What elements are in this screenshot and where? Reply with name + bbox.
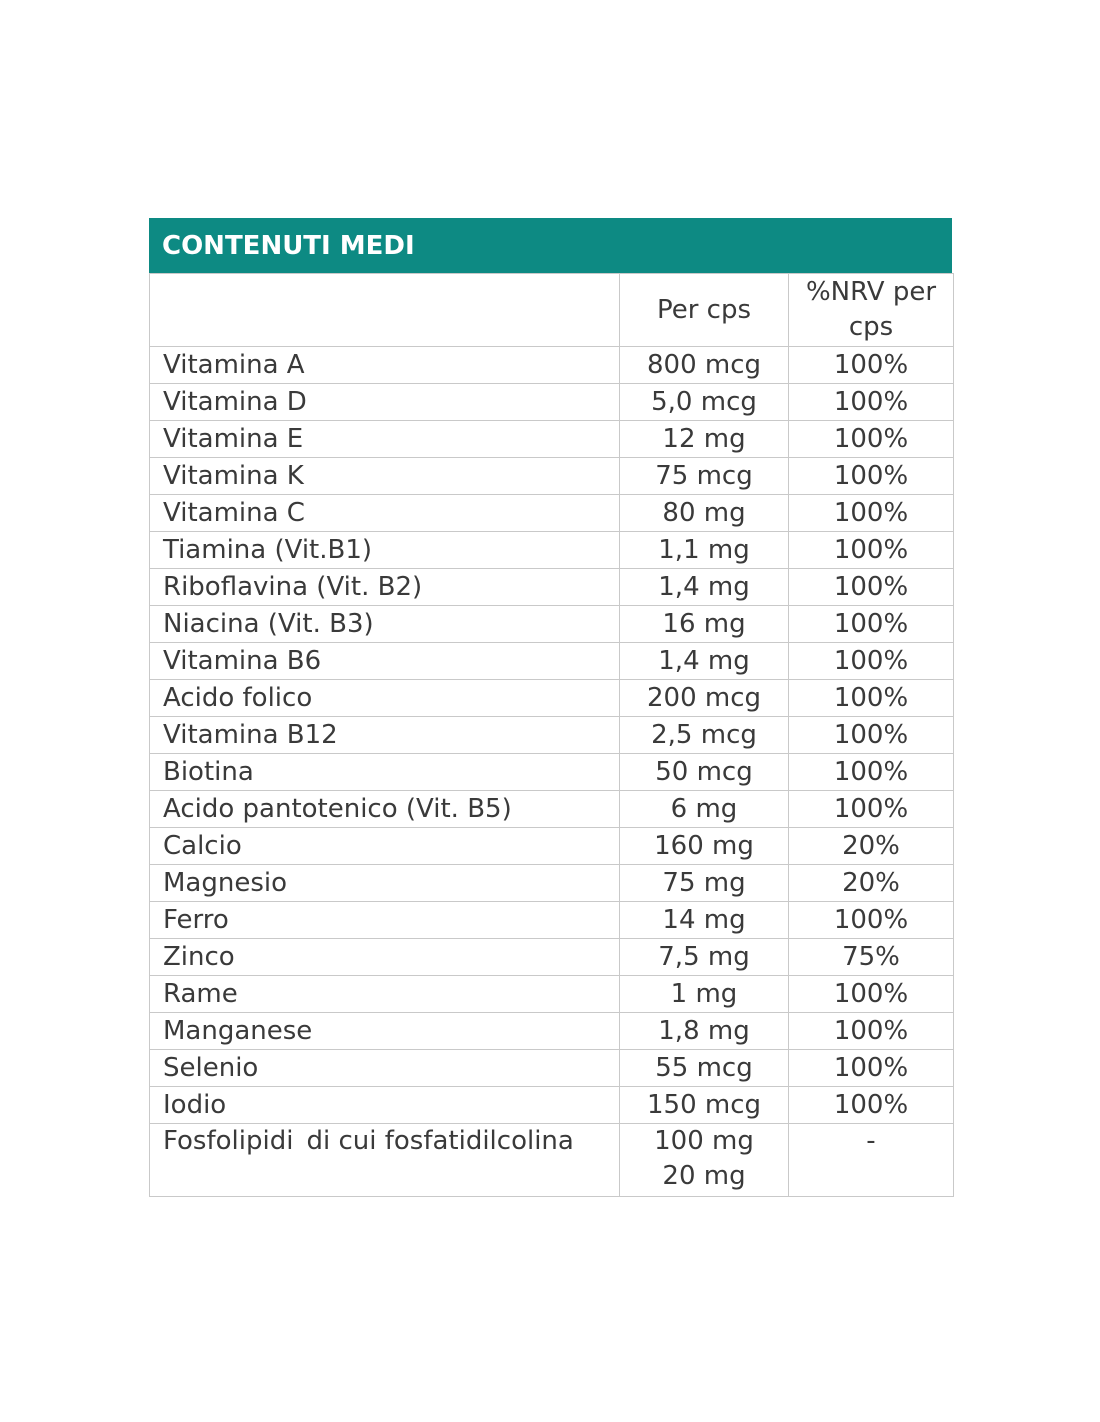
- nutrient-name-cell: [150, 939, 620, 976]
- table-row: [150, 865, 954, 902]
- nrv-value: 100%: [789, 458, 954, 495]
- per-cps-value: 55 mcg: [620, 1050, 789, 1087]
- per-cps-value: 1,4 mg: [620, 643, 789, 680]
- per-cps-value: 150 mcg: [620, 1087, 789, 1124]
- nrv-value: 100%: [789, 569, 954, 606]
- nutrient-name-cell: [150, 1050, 620, 1087]
- table-row: [150, 495, 954, 532]
- per-cps-value: 160 mg: [620, 828, 789, 865]
- per-cps-value-line2: 20 mg: [662, 1161, 746, 1191]
- nutrient-name-cell: [150, 791, 620, 828]
- nutrient-name: Riboflavina (Vit. B2): [163, 572, 423, 602]
- nutrient-name: Vitamina C: [163, 498, 305, 528]
- nutrient-name: Vitamina B12: [163, 720, 338, 750]
- column-header-nrv-line1: %NRV per: [805, 277, 937, 307]
- nrv-value: 75%: [789, 939, 954, 976]
- nrv-value: 100%: [789, 902, 954, 939]
- nutrient-name-cell: [150, 1013, 620, 1050]
- table-row: [150, 902, 954, 939]
- nrv-value: 20%: [789, 865, 954, 902]
- per-cps-value: 1 mg: [620, 976, 789, 1013]
- nutrient-name-cell: [150, 643, 620, 680]
- table-row-phospholipids: [150, 1124, 954, 1197]
- per-cps-value: 6 mg: [620, 791, 789, 828]
- nrv-value: 100%: [789, 495, 954, 532]
- nutrient-name-cell: [150, 828, 620, 865]
- nutrient-name: Acido pantotenico (Vit. B5): [163, 794, 512, 824]
- nutrient-name-cell: [150, 1087, 620, 1124]
- table-row: [150, 606, 954, 643]
- per-cps-value: 75 mg: [620, 865, 789, 902]
- nutrient-name: Selenio: [163, 1053, 259, 1083]
- nutrient-name-line1: Fosfolipidi: [163, 1126, 294, 1156]
- nutrient-name: Calcio: [163, 831, 242, 861]
- per-cps-value: 7,5 mg: [620, 939, 789, 976]
- table-row: [150, 532, 954, 569]
- nutrient-name-cell: [150, 569, 620, 606]
- nutrient-name-cell: [150, 717, 620, 754]
- nrv-value: 100%: [789, 976, 954, 1013]
- nrv-value: 100%: [789, 1087, 954, 1124]
- nrv-value: 100%: [789, 1013, 954, 1050]
- table-row: [150, 1013, 954, 1050]
- nutrient-name-cell: [150, 347, 620, 384]
- nrv-value: 100%: [789, 754, 954, 791]
- nutrient-name-cell: [150, 680, 620, 717]
- nutrient-name-line2: di cui fosfatidilcolina: [306, 1126, 574, 1156]
- table-header-bar: [149, 218, 952, 273]
- nutrient-name: Rame: [163, 979, 238, 1009]
- table-title: CONTENUTI MEDI: [162, 230, 415, 261]
- nutrient-name-cell: [150, 1124, 620, 1197]
- table-row: [150, 421, 954, 458]
- table-row: [150, 384, 954, 421]
- table-row: [150, 976, 954, 1013]
- per-cps-value: 75 mcg: [620, 458, 789, 495]
- nutrient-name: Vitamina D: [163, 387, 307, 417]
- nrv-value: -: [789, 1124, 954, 1197]
- per-cps-value-line1: 100 mg: [654, 1126, 754, 1156]
- nutrient-name-cell: [150, 458, 620, 495]
- nutrient-name: Magnesio: [163, 868, 288, 898]
- nutrient-name: Niacina (Vit. B3): [163, 609, 374, 639]
- nrv-value: 100%: [789, 680, 954, 717]
- nrv-value: 100%: [789, 421, 954, 458]
- nutrient-name-cell: [150, 865, 620, 902]
- nrv-value: 100%: [789, 791, 954, 828]
- nutrient-name-cell: [150, 421, 620, 458]
- nutrition-facts-panel: [149, 218, 952, 1197]
- table-row: [150, 643, 954, 680]
- nrv-value: 100%: [789, 347, 954, 384]
- nrv-value: 100%: [789, 532, 954, 569]
- nutrient-name: Biotina: [163, 757, 254, 787]
- table-row: [150, 717, 954, 754]
- nutrient-name: Tiamina (Vit.B1): [163, 535, 373, 565]
- nutrient-name-cell: [150, 532, 620, 569]
- nutrition-table: [149, 273, 954, 1197]
- per-cps-value: 16 mg: [620, 606, 789, 643]
- nutrient-name: Ferro: [163, 905, 229, 935]
- table-row: [150, 458, 954, 495]
- per-cps-value: 12 mg: [620, 421, 789, 458]
- nrv-value: 100%: [789, 717, 954, 754]
- per-cps-value: 5,0 mcg: [620, 384, 789, 421]
- per-cps-value: 80 mg: [620, 495, 789, 532]
- table-row: [150, 680, 954, 717]
- nutrient-name: Zinco: [163, 942, 235, 972]
- nutrient-name: Acido folico: [163, 683, 313, 713]
- nrv-value: 20%: [789, 828, 954, 865]
- nutrient-name: Vitamina K: [163, 461, 304, 491]
- nutrient-name: Vitamina B6: [163, 646, 322, 676]
- per-cps-value: 2,5 mcg: [620, 717, 789, 754]
- nutrient-name-cell: [150, 384, 620, 421]
- nutrient-name-cell: [150, 606, 620, 643]
- nrv-value: 100%: [789, 384, 954, 421]
- table-body: [150, 347, 954, 1197]
- per-cps-value: 14 mg: [620, 902, 789, 939]
- table-row: [150, 939, 954, 976]
- table-row: [150, 347, 954, 384]
- column-header-nrv-line2: cps: [848, 312, 894, 342]
- nutrient-name-cell: [150, 495, 620, 532]
- per-cps-value: 800 mcg: [620, 347, 789, 384]
- nutrient-name: Iodio: [163, 1090, 227, 1120]
- table-row: [150, 1050, 954, 1087]
- nutrient-name: Vitamina A: [163, 350, 305, 380]
- nutrient-name-cell: [150, 754, 620, 791]
- per-cps-value: 50 mcg: [620, 754, 789, 791]
- column-header-name: [150, 274, 620, 347]
- nutrient-name: Vitamina E: [163, 424, 304, 454]
- column-header-per-cps: Per cps: [620, 274, 789, 347]
- nutrient-name: Manganese: [163, 1016, 313, 1046]
- column-header-nrv: [789, 274, 954, 347]
- table-row: [150, 791, 954, 828]
- per-cps-value: 1,4 mg: [620, 569, 789, 606]
- table-row: [150, 569, 954, 606]
- per-cps-value-cell: [620, 1124, 789, 1197]
- column-header-row: [150, 274, 954, 347]
- nrv-value: 100%: [789, 643, 954, 680]
- per-cps-value: 1,1 mg: [620, 532, 789, 569]
- nutrient-name-cell: [150, 902, 620, 939]
- table-row: [150, 828, 954, 865]
- per-cps-value: 200 mcg: [620, 680, 789, 717]
- table-row: [150, 754, 954, 791]
- table-row: [150, 1087, 954, 1124]
- nutrient-name-cell: [150, 976, 620, 1013]
- per-cps-value: 1,8 mg: [620, 1013, 789, 1050]
- nrv-value: 100%: [789, 606, 954, 643]
- nrv-value: 100%: [789, 1050, 954, 1087]
